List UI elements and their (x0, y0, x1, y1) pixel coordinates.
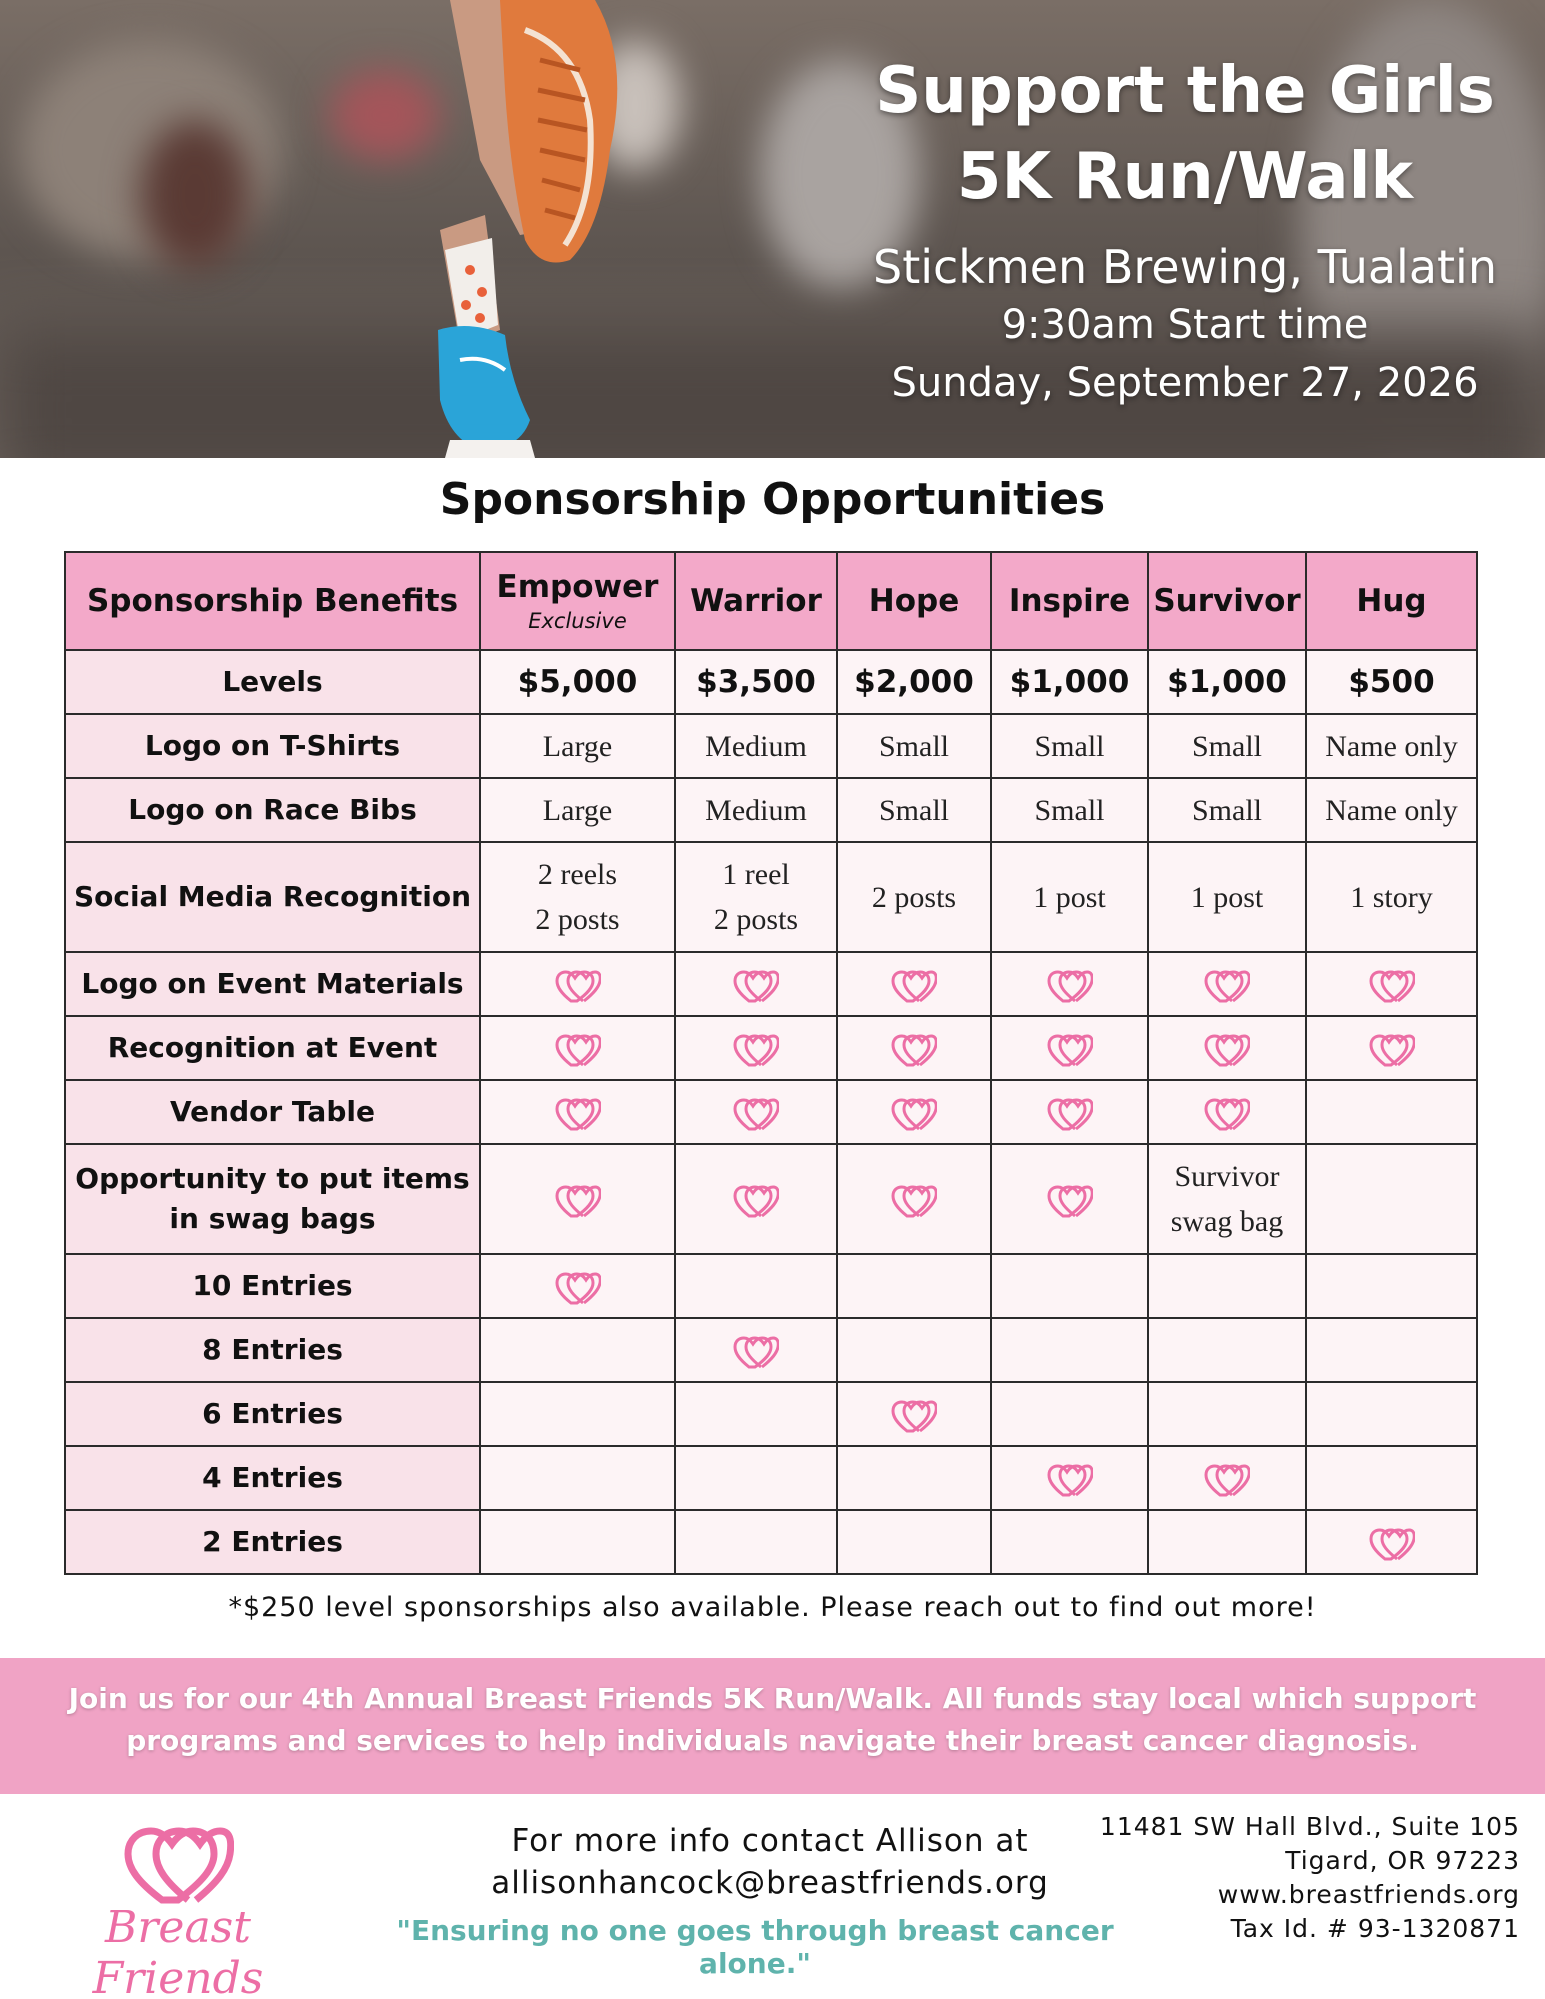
row-label: 4 Entries (65, 1446, 480, 1510)
cell-check (480, 1446, 675, 1510)
cell-check (1148, 1016, 1306, 1080)
cell-check (991, 952, 1148, 1016)
cell-check (991, 1318, 1148, 1382)
cell-check (675, 952, 837, 1016)
heart-icon (1369, 970, 1415, 1004)
cell-check (1306, 1382, 1477, 1446)
heart-icon (1047, 1464, 1093, 1498)
cell-value: Small (837, 778, 991, 842)
cell-value: Large (480, 714, 675, 778)
heart-icon (891, 1400, 937, 1434)
cell-line: Survivor (1174, 1160, 1280, 1193)
cell-check (675, 1016, 837, 1080)
cell-check (991, 1446, 1148, 1510)
cell-value (480, 842, 675, 952)
row-label: 2 Entries (65, 1510, 480, 1574)
info-band (0, 1658, 1545, 1794)
cell-check (991, 1510, 1148, 1574)
cell-check (1306, 952, 1477, 1016)
cell-check (837, 1254, 991, 1318)
cell-check (1148, 1510, 1306, 1574)
cell-line: swag bag (1170, 1205, 1284, 1238)
heart-icon (555, 1034, 601, 1068)
cell-check (991, 1382, 1148, 1446)
row-label: Social Media Recognition (65, 842, 480, 952)
row-label: Levels (65, 650, 480, 714)
heart-icon (1047, 1185, 1093, 1219)
cell-check (480, 1144, 675, 1254)
cell-value: $2,000 (837, 650, 991, 714)
header-tier-survivor: Survivor (1148, 552, 1306, 650)
logo-wordmark: Breast Friends (92, 1902, 264, 1999)
heart-icon (733, 970, 779, 1004)
sponsorship-table (64, 551, 1478, 1575)
heart-icon (555, 1185, 601, 1219)
cell-check (1148, 1446, 1306, 1510)
cell-value: Medium (675, 714, 837, 778)
heart-icon (1204, 970, 1250, 1004)
row-label-line: in swag bags (169, 1202, 376, 1235)
row-label: Logo on T-Shirts (65, 714, 480, 778)
cell-check (1306, 1016, 1477, 1080)
row-label: 10 Entries (65, 1254, 480, 1318)
table-row (65, 778, 1477, 842)
cell-check (480, 1318, 675, 1382)
cell-check (991, 1144, 1148, 1254)
cell-value: 1 post (1148, 842, 1306, 952)
row-label: Logo on Race Bibs (65, 778, 480, 842)
cell-value: $1,000 (991, 650, 1148, 714)
cell-check (1306, 1144, 1477, 1254)
heart-icon (733, 1185, 779, 1219)
tagline: "Ensuring no one goes through breast cancer alone." (396, 1914, 1114, 1980)
table-row (65, 1080, 1477, 1144)
table-row (65, 1382, 1477, 1446)
contact-info (440, 1820, 1100, 1904)
cell-value (675, 842, 837, 952)
header-tier-inspire: Inspire (991, 552, 1148, 650)
runner-legs-image (430, 0, 690, 458)
heart-icon (891, 970, 937, 1004)
cell-check (1148, 952, 1306, 1016)
cell-check (991, 1254, 1148, 1318)
heart-icon (891, 1185, 937, 1219)
cell-check (480, 1510, 675, 1574)
cell-line: 2 posts (535, 903, 620, 936)
cell-check (991, 1016, 1148, 1080)
row-label: Logo on Event Materials (65, 952, 480, 1016)
table-row (65, 1510, 1477, 1574)
event-date: Sunday, September 27, 2026 (891, 360, 1479, 406)
cell-check (837, 1318, 991, 1382)
heart-icon (733, 1034, 779, 1068)
cell-check (1306, 1510, 1477, 1574)
cell-check (675, 1144, 837, 1254)
cell-check (837, 1446, 991, 1510)
cell-value: Small (1148, 714, 1306, 778)
footnote: *$250 level sponsorships also available. Please reach out to find out more! (228, 1592, 1317, 1623)
heart-icon (555, 1098, 601, 1132)
event-start-time: 9:30am Start time (1001, 302, 1369, 348)
heart-icon (891, 1098, 937, 1132)
table-row (65, 1254, 1477, 1318)
heart-icon (1047, 970, 1093, 1004)
cell-line: 1 reel (722, 858, 790, 891)
heart-icon (555, 1272, 601, 1306)
cell-check (837, 1510, 991, 1574)
cell-value: Name only (1306, 714, 1477, 778)
table-row (65, 650, 1477, 714)
header-tier-empower (480, 552, 675, 650)
heart-icon (1369, 1528, 1415, 1562)
address-line: Tigard, OR 97223 (1285, 1846, 1520, 1875)
cell-check (991, 1080, 1148, 1144)
address-block (1080, 1810, 1520, 1946)
cell-check (837, 952, 991, 1016)
heart-icon (891, 1034, 937, 1068)
cell-value: 1 post (991, 842, 1148, 952)
table-row (65, 1318, 1477, 1382)
tier-name: Empower (496, 569, 659, 605)
cell-value: Medium (675, 778, 837, 842)
contact-email[interactable]: allisonhancock@breastfriends.org (491, 1865, 1049, 1901)
row-label: 8 Entries (65, 1318, 480, 1382)
cell-line: 2 reels (537, 858, 618, 891)
heart-icon (1047, 1034, 1093, 1068)
cell-check (1306, 1254, 1477, 1318)
row-label: 6 Entries (65, 1382, 480, 1446)
cell-value: 2 posts (837, 842, 991, 952)
cell-check (1148, 1080, 1306, 1144)
cell-check (1148, 1318, 1306, 1382)
breast-friends-logo (28, 1826, 328, 1999)
cell-check (480, 1254, 675, 1318)
cell-check (675, 1510, 837, 1574)
header-tier-hope: Hope (837, 552, 991, 650)
table-row (65, 714, 1477, 778)
cell-check (837, 1382, 991, 1446)
heart-icon (1204, 1464, 1250, 1498)
cell-value: $5,000 (480, 650, 675, 714)
cell-value: Small (991, 714, 1148, 778)
info-band-line: programs and services to help individuals navigate their breast cancer diagnosis. (126, 1724, 1419, 1757)
double-heart-icon (124, 1826, 234, 1906)
header-benefits: Sponsorship Benefits (65, 552, 480, 650)
address-line: 11481 SW Hall Blvd., Suite 105 (1099, 1812, 1520, 1841)
header-tier-warrior: Warrior (675, 552, 837, 650)
cell-value: 1 story (1306, 842, 1477, 952)
cell-check (1148, 1254, 1306, 1318)
table-header-row (65, 552, 1477, 650)
hero-banner (0, 0, 1545, 458)
info-band-line: Join us for our 4th Annual Breast Friends 5K Run/Walk. All funds stay local which support (68, 1682, 1477, 1715)
cell-value (1148, 1144, 1306, 1254)
heart-icon (733, 1098, 779, 1132)
cell-check (480, 1080, 675, 1144)
tier-note: Exclusive (528, 609, 627, 633)
table-row (65, 1016, 1477, 1080)
section-title: Sponsorship Opportunities (439, 474, 1106, 525)
cell-check (480, 952, 675, 1016)
heart-icon (733, 1336, 779, 1370)
cell-check (1306, 1318, 1477, 1382)
heart-icon (1369, 1034, 1415, 1068)
cell-value: Small (991, 778, 1148, 842)
heart-icon (1047, 1098, 1093, 1132)
cell-check (675, 1080, 837, 1144)
cell-value: Small (837, 714, 991, 778)
row-label-line: Opportunity to put items (75, 1162, 470, 1195)
heart-icon (1204, 1098, 1250, 1132)
cell-check (675, 1254, 837, 1318)
row-label (65, 1144, 480, 1254)
cell-value: Name only (1306, 778, 1477, 842)
heart-icon (1204, 1034, 1250, 1068)
table-row (65, 842, 1477, 952)
cell-value: Small (1148, 778, 1306, 842)
cell-check (837, 1144, 991, 1254)
cell-check (675, 1446, 837, 1510)
row-label: Vendor Table (65, 1080, 480, 1144)
cell-check (1148, 1382, 1306, 1446)
cell-check (837, 1016, 991, 1080)
cell-line: 2 posts (713, 903, 799, 936)
hero-text (840, 48, 1530, 412)
cell-check (480, 1382, 675, 1446)
cell-check (837, 1080, 991, 1144)
event-title-line2: 5K Run/Walk (956, 140, 1414, 214)
cell-check (480, 1016, 675, 1080)
header-tier-hug: Hug (1306, 552, 1477, 650)
table-row (65, 1446, 1477, 1510)
cell-check (675, 1318, 837, 1382)
heart-icon (555, 970, 601, 1004)
website-link[interactable]: www.breastfriends.org (1217, 1880, 1520, 1909)
cell-check (675, 1382, 837, 1446)
cell-check (1306, 1080, 1477, 1144)
event-venue: Stickmen Brewing, Tualatin (873, 240, 1497, 294)
cell-value: $3,500 (675, 650, 837, 714)
cell-value: $500 (1306, 650, 1477, 714)
cell-value: Large (480, 778, 675, 842)
event-title-line1: Support the Girls (875, 54, 1495, 128)
table-row (65, 1144, 1477, 1254)
table-row (65, 952, 1477, 1016)
cell-value: $1,000 (1148, 650, 1306, 714)
cell-check (1306, 1446, 1477, 1510)
info-band-text (40, 1678, 1505, 1762)
row-label: Recognition at Event (65, 1016, 480, 1080)
tax-id: Tax Id. # 93-1320871 (1230, 1914, 1520, 1943)
contact-line: For more info contact Allison at (511, 1823, 1029, 1859)
